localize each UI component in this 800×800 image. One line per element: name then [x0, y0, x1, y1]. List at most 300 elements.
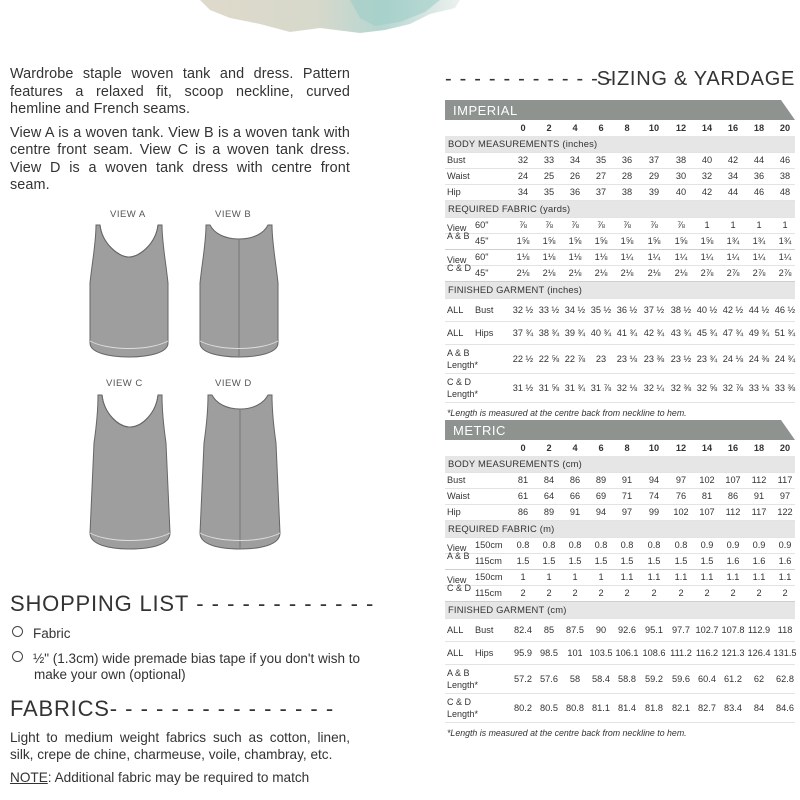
size-header-cell: 18	[753, 123, 765, 133]
row-label: Bust	[447, 155, 466, 165]
table-cell: 1.5	[700, 556, 714, 566]
row-label-line-2: Length*	[447, 360, 479, 370]
table-cell: 58	[569, 674, 581, 684]
imperial-length-note: *Length is measured at the centre back from neckline to hem.	[447, 408, 687, 418]
table-cell: 44	[727, 187, 739, 197]
size-header-cell: 2	[546, 123, 552, 133]
size-header-cell: 12	[675, 123, 687, 133]
metric-table	[445, 420, 795, 738]
table-cell: 24 ¾	[774, 354, 796, 364]
table-row	[445, 619, 795, 642]
table-cell: 111.2	[670, 648, 692, 658]
size-header-cell: 20	[779, 443, 791, 453]
table-cell: 2⅞	[752, 268, 766, 278]
table-cell: 1⅝	[516, 236, 530, 246]
checkbox-circle-icon[interactable]	[12, 651, 23, 662]
table-cell: 33 ½	[538, 305, 560, 315]
row-label: ALL	[447, 305, 464, 315]
table-cell: 1.1	[647, 572, 661, 582]
table-cell: 1.6	[752, 556, 766, 566]
table-cell: 36	[569, 187, 581, 197]
table-cell: 97	[675, 475, 687, 485]
table-cell: 31 ¾	[564, 383, 586, 393]
size-header-cell: 20	[779, 123, 791, 133]
table-cell: 1¾	[752, 236, 766, 246]
table-cell: 23 ⅜	[643, 354, 665, 364]
size-header-cell: 10	[648, 443, 660, 453]
table-cell: 48	[779, 187, 791, 197]
view-label: View	[447, 255, 467, 265]
table-cell: 64	[543, 491, 555, 501]
size-header-cell: 8	[624, 443, 630, 453]
table-cell: 40 ½	[696, 305, 718, 315]
table-cell: 112	[725, 507, 741, 517]
table-cell: 107	[699, 507, 715, 517]
table-cell: 116.2	[695, 648, 719, 658]
table-cell: 37 ¾	[512, 328, 534, 338]
table-cell: 117	[751, 507, 767, 517]
table-row	[445, 263, 795, 282]
intro	[10, 66, 350, 195]
size-header-cell: 0	[520, 123, 526, 133]
table-cell: 38 ½	[670, 305, 692, 315]
table-cell: 42	[727, 155, 739, 165]
table-cell: 23 ¾	[696, 354, 718, 364]
table-cell: 42	[701, 187, 713, 197]
table-cell: ⅞	[650, 220, 658, 230]
table-cell: 101	[567, 648, 583, 658]
view-label: A & B	[447, 231, 470, 241]
fabrics-note	[10, 769, 350, 786]
view-label: View	[447, 575, 467, 585]
size-header-cell: 6	[598, 443, 604, 453]
table-cell: 94	[595, 507, 607, 517]
table-cell: 91	[621, 475, 633, 485]
table-cell: 85	[543, 625, 555, 635]
view-b-tank-illustration	[198, 223, 280, 363]
row-label-line-2: Length*	[447, 389, 479, 399]
table-cell: 2⅛	[620, 268, 634, 278]
table-cell: 0.8	[647, 540, 661, 550]
table-cell: 24	[517, 171, 529, 181]
table-cell: 2	[572, 588, 578, 598]
size-header-cell: 16	[727, 123, 739, 133]
table-cell: 92.6	[618, 625, 636, 635]
view-label: View	[447, 543, 467, 553]
table-cell: 84.6	[776, 703, 794, 713]
table-cell: 38 ¾	[538, 328, 560, 338]
table-cell: 81.8	[645, 703, 663, 713]
view-c-dress-illustration	[88, 393, 172, 555]
table-cell: 1⅛	[568, 252, 582, 262]
checkbox-circle-icon[interactable]	[12, 626, 23, 637]
table-cell: 59.6	[672, 674, 690, 684]
table-cell: 81.4	[618, 703, 636, 713]
section-label: FINISHED GARMENT (inches)	[448, 284, 583, 295]
table-cell: 1⅝	[568, 236, 582, 246]
table-cell: 97.7	[672, 625, 690, 635]
shopping-list-title: SHOPPING LIST	[10, 591, 190, 616]
table-cell: 2	[624, 588, 630, 598]
table-cell: 81	[517, 475, 529, 485]
table-cell: 106.1	[615, 648, 639, 658]
table-cell: 118	[777, 625, 793, 635]
table-cell: 32 ⅛	[616, 383, 638, 393]
table-row	[445, 169, 795, 185]
table-cell: 1.1	[778, 572, 792, 582]
table-cell: 1	[730, 220, 736, 230]
table-cell: 1.1	[752, 572, 766, 582]
table-cell: 1⅝	[620, 236, 634, 246]
size-header-row	[445, 120, 795, 136]
table-cell: 24 ⅜	[748, 354, 770, 364]
row-label	[447, 347, 478, 371]
row-label-line-1: C & D	[447, 377, 472, 387]
table-cell: 1⅝	[542, 236, 556, 246]
finished-garment-header	[445, 282, 795, 299]
row-label-line-2: Length*	[447, 709, 479, 719]
table-cell: 33 ⅜	[774, 383, 796, 393]
metric-length-note: *Length is measured at the centre back from neckline to hem.	[447, 728, 687, 738]
table-cell: 1	[782, 220, 788, 230]
fabric-width: 60"	[475, 220, 489, 230]
table-cell: 102	[673, 507, 689, 517]
table-cell: 62	[753, 674, 765, 684]
shopping-item-fabric[interactable]	[12, 626, 352, 642]
fabric-width: 115cm	[475, 588, 502, 598]
table-cell: 0.8	[568, 540, 582, 550]
table-cell: 2	[730, 588, 736, 598]
table-row	[445, 185, 795, 201]
row-sublabel: Bust	[475, 625, 494, 635]
table-cell: 1.1	[620, 572, 634, 582]
required-fabric-header	[445, 521, 795, 538]
size-header-cell: 10	[648, 123, 660, 133]
table-cell: 1	[756, 220, 762, 230]
table-cell: 33	[543, 155, 555, 165]
table-cell: 1⅝	[674, 236, 688, 246]
row-label-line-1: C & D	[447, 697, 472, 707]
fabrics-title: FABRICS	[10, 696, 110, 721]
table-cell: 32	[517, 155, 529, 165]
shopping-item-bias-tape[interactable]	[12, 651, 364, 683]
table-cell: 86	[727, 491, 739, 501]
view-label: C & D	[447, 263, 472, 273]
table-cell: 86	[517, 507, 529, 517]
table-cell: ⅞	[519, 220, 527, 230]
table-row	[445, 322, 795, 345]
table-cell: 36	[621, 155, 633, 165]
table-cell: 46 ½	[774, 305, 796, 315]
table-cell: 23	[595, 354, 607, 364]
size-header-cell: 8	[624, 123, 630, 133]
table-cell: 0.9	[778, 540, 792, 550]
table-cell: 2⅛	[647, 268, 661, 278]
fabric-width: 115cm	[475, 556, 502, 566]
sizing-title	[445, 68, 795, 91]
table-row	[445, 538, 795, 554]
table-cell: 2⅞	[700, 268, 714, 278]
view-label: A & B	[447, 551, 470, 561]
row-label	[447, 667, 478, 691]
table-cell: 102	[699, 475, 715, 485]
table-cell: 1	[598, 572, 604, 582]
table-cell: 57.2	[514, 674, 532, 684]
table-cell: 71	[621, 491, 633, 501]
table-cell: 1¼	[700, 252, 714, 262]
table-cell: 122	[777, 507, 793, 517]
table-cell: 94	[648, 475, 660, 485]
table-cell: 1.5	[516, 556, 530, 566]
row-sublabel: Hips	[475, 648, 494, 658]
table-cell: 2	[756, 588, 762, 598]
size-header-cell: 14	[701, 443, 713, 453]
table-cell: 43 ¾	[670, 328, 692, 338]
table-cell: 102.7	[695, 625, 719, 635]
size-header-cell: 6	[598, 123, 604, 133]
table-cell: 1⅛	[516, 252, 530, 262]
table-cell: 32 ¼	[643, 383, 665, 393]
view-label: C & D	[447, 583, 472, 593]
table-cell: 2⅛	[568, 268, 582, 278]
table-cell: 112	[751, 475, 767, 485]
table-cell: 51 ¾	[774, 328, 796, 338]
table-cell: 87.5	[566, 625, 584, 635]
table-row	[445, 345, 795, 374]
table-cell: 1⅝	[594, 236, 608, 246]
table-cell: 32 ⅞	[722, 383, 744, 393]
table-cell: 38	[779, 171, 791, 181]
table-cell: 1.1	[674, 572, 688, 582]
table-cell: 89	[543, 507, 555, 517]
table-cell: 1	[520, 572, 526, 582]
row-label: Hip	[447, 507, 461, 517]
size-header-cell: 16	[727, 443, 739, 453]
table-cell: 84	[543, 475, 555, 485]
table-cell: 82.7	[698, 703, 716, 713]
row-label: Hip	[447, 187, 461, 197]
table-cell: 84	[753, 703, 765, 713]
table-cell: 90	[595, 625, 607, 635]
table-cell: 46	[779, 155, 791, 165]
table-cell: 58.8	[618, 674, 636, 684]
table-cell: 121.3	[721, 648, 745, 658]
table-row	[445, 551, 795, 570]
row-label: ALL	[447, 648, 464, 658]
table-cell: 2	[678, 588, 684, 598]
table-cell: 1.5	[594, 556, 608, 566]
table-cell: 2	[782, 588, 788, 598]
table-cell: 2	[598, 588, 604, 598]
table-cell: 31 ⅞	[590, 383, 612, 393]
row-label: Bust	[447, 475, 466, 485]
size-header-cell: 2	[546, 443, 552, 453]
fabrics-heading	[10, 696, 334, 722]
band-corner	[781, 100, 795, 120]
table-cell: ⅞	[571, 220, 579, 230]
table-cell: 37 ½	[643, 305, 665, 315]
section-label: FINISHED GARMENT (cm)	[448, 604, 567, 615]
view-d-dress-illustration	[198, 393, 282, 555]
table-cell: 86	[569, 475, 581, 485]
table-cell: 131.5	[773, 648, 797, 658]
heading-dashes: - - - - - - - - - - - - - - -	[109, 696, 335, 721]
fabrics-description: Light to medium weight fabrics such as cotton, linen, silk, crepe de chine, charmeuse, voile, chambray, etc.	[10, 730, 350, 762]
table-cell: 30	[675, 171, 687, 181]
table-cell: 40	[701, 155, 713, 165]
left-column	[10, 66, 350, 566]
table-cell: 80.2	[514, 703, 532, 713]
table-cell: 0.8	[542, 540, 556, 550]
table-row	[445, 473, 795, 489]
table-cell: 0.9	[700, 540, 714, 550]
table-cell: 112.9	[747, 625, 771, 635]
table-cell: 1¼	[778, 252, 792, 262]
size-header-cell: 4	[572, 443, 578, 453]
table-cell: 103.5	[589, 648, 613, 658]
table-cell: 25	[543, 171, 555, 181]
body-measurements-header	[445, 136, 795, 153]
table-cell: 22 ½	[512, 354, 534, 364]
table-cell: 26	[569, 171, 581, 181]
table-cell: 1.5	[674, 556, 688, 566]
table-cell: 1	[546, 572, 552, 582]
table-cell: 2⅞	[726, 268, 740, 278]
table-cell: 97	[779, 491, 791, 501]
table-cell: 83.4	[724, 703, 742, 713]
table-row	[445, 153, 795, 169]
table-cell: 2	[546, 588, 552, 598]
table-cell: 49 ¾	[748, 328, 770, 338]
table-cell: 36 ½	[616, 305, 638, 315]
table-row	[445, 694, 795, 723]
table-cell: 27	[595, 171, 607, 181]
table-cell: 22 ⅞	[564, 354, 586, 364]
table-cell: 1¼	[726, 252, 740, 262]
table-cell: 46	[753, 187, 765, 197]
band-corner	[781, 420, 795, 440]
table-cell: 2⅛	[674, 268, 688, 278]
table-cell: 2⅞	[778, 268, 792, 278]
size-header-cell: 12	[675, 443, 687, 453]
table-cell: 2⅛	[516, 268, 530, 278]
table-row	[445, 505, 795, 521]
table-cell: 39 ¾	[564, 328, 586, 338]
view-a-tank-illustration	[88, 223, 170, 363]
table-cell: 24 ⅛	[722, 354, 744, 364]
row-label-line-2: Length*	[447, 680, 479, 690]
table-cell: 2	[704, 588, 710, 598]
size-header-cell: 18	[753, 443, 765, 453]
table-cell: 37	[648, 155, 660, 165]
size-header-row	[445, 440, 795, 456]
table-cell: 80.8	[566, 703, 584, 713]
table-cell: 41 ¾	[616, 328, 638, 338]
table-cell: 60.4	[698, 674, 716, 684]
section-label: BODY MEASUREMENTS (cm)	[448, 458, 582, 469]
table-cell: 91	[569, 507, 581, 517]
table-cell: 35 ½	[590, 305, 612, 315]
imperial-table	[445, 100, 795, 418]
shopping-list-heading	[10, 591, 374, 617]
row-label: Waist	[447, 171, 470, 181]
table-cell: ⅞	[677, 220, 685, 230]
table-cell: 0.8	[594, 540, 608, 550]
body-measurements-header	[445, 456, 795, 473]
table-cell: 1¾	[778, 236, 792, 246]
table-cell: 2⅛	[594, 268, 608, 278]
table-row	[445, 489, 795, 505]
table-cell: 34 ½	[564, 305, 586, 315]
table-cell: 1	[704, 220, 710, 230]
view-illustrations	[10, 201, 350, 566]
table-cell: 40 ¾	[590, 328, 612, 338]
table-cell: 22 ⅝	[538, 354, 560, 364]
section-label: BODY MEASUREMENTS (inches)	[448, 138, 598, 149]
table-cell: 2⅛	[542, 268, 556, 278]
table-cell: 1¼	[647, 252, 661, 262]
row-label-line-1: A & B	[447, 668, 470, 678]
shopping-item-label: ½" (1.3cm) wide premade bias tape if you don't wish to make your own (optional)	[33, 651, 361, 682]
table-row	[445, 374, 795, 403]
view-c-label: VIEW C	[106, 377, 143, 389]
table-cell: 36	[753, 171, 765, 181]
row-label: ALL	[447, 625, 464, 635]
shopping-item-label: Fabric	[33, 626, 71, 641]
sizing-title-text: SIZING & YARDAGE	[596, 68, 795, 90]
fabrics-text	[10, 729, 350, 792]
table-cell: 0.8	[516, 540, 530, 550]
note-label: NOTE	[10, 770, 48, 785]
row-label: ALL	[447, 328, 464, 338]
table-cell: 2	[651, 588, 657, 598]
fabric-width: 45"	[475, 236, 489, 246]
table-cell: 1⅛	[594, 252, 608, 262]
table-cell: 31 ⅝	[538, 383, 560, 393]
table-cell: 59.2	[645, 674, 663, 684]
view-a-label: VIEW A	[110, 208, 146, 220]
table-cell: 58.4	[592, 674, 610, 684]
table-cell: 1.5	[620, 556, 634, 566]
table-cell: 89	[595, 475, 607, 485]
row-label	[447, 696, 478, 720]
table-cell: 98.5	[540, 648, 558, 658]
table-cell: 32 ⅝	[696, 383, 718, 393]
row-sublabel: Hips	[475, 328, 494, 338]
table-cell: ⅞	[597, 220, 605, 230]
table-cell: 1¼	[674, 252, 688, 262]
section-label: REQUIRED FABRIC (yards)	[448, 203, 571, 214]
intro-para-2: View A is a woven tank. View B is a woven tank with centre front seam. View C is a woven tank dress. View D is a woven tank dress with centre front seam.	[10, 124, 350, 193]
imperial-band	[445, 100, 795, 120]
row-sublabel: Bust	[475, 305, 494, 315]
table-cell: 23 ½	[670, 354, 692, 364]
table-cell: ⅞	[545, 220, 553, 230]
intro-para-1: Wardrobe staple woven tank and dress. Pattern features a relaxed fit, scoop neckline, curved hemline and French seams.	[10, 66, 350, 117]
table-cell: 81.1	[592, 703, 610, 713]
table-cell: 97	[621, 507, 633, 517]
row-label-line-1: A & B	[447, 348, 470, 358]
table-cell: 107.8	[721, 625, 745, 635]
table-cell: 44	[753, 155, 765, 165]
finished-garment-header	[445, 602, 795, 619]
table-cell: 39	[648, 187, 660, 197]
size-header-cell: 4	[572, 123, 578, 133]
table-cell: 76	[675, 491, 687, 501]
size-header-cell: 14	[701, 123, 713, 133]
table-row	[445, 642, 795, 665]
table-cell: 32 ½	[512, 305, 534, 315]
